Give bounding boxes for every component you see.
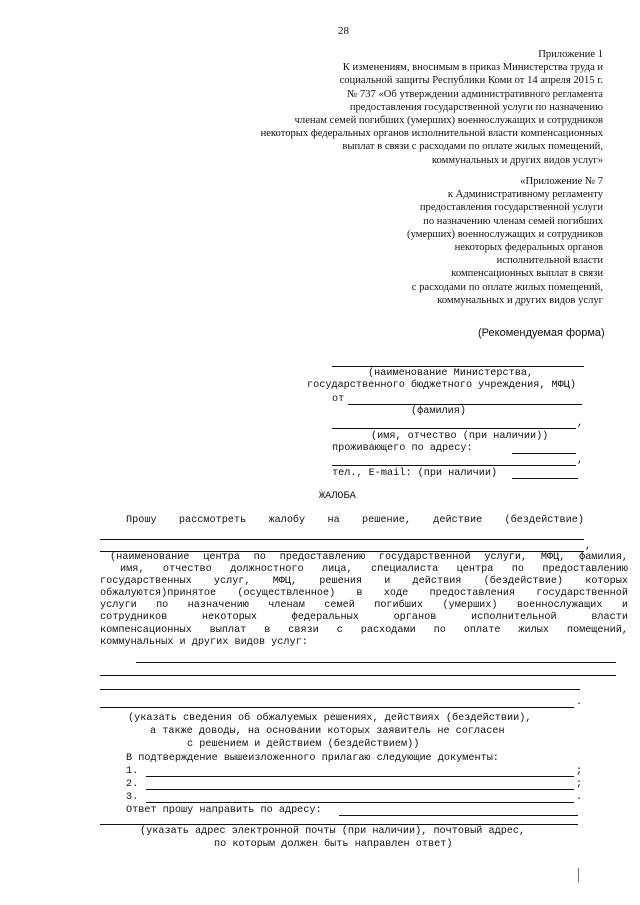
residing-label: проживающего по адресу:: [332, 443, 473, 454]
reply-label: Ответ прошу направить по адресу:: [126, 805, 322, 816]
request-text: Прошу рассмотреть жалобу на решение, действие (бездействие): [126, 515, 584, 526]
from-label: от: [332, 394, 345, 405]
address-field-line-1: [512, 453, 576, 454]
address-field-line-2: [332, 465, 576, 466]
appendix-1-title: Приложение 1: [538, 49, 603, 60]
address-comma: ,: [577, 455, 584, 466]
name-comma: ,: [577, 418, 584, 429]
request-field-line-1: [100, 539, 584, 540]
appendix-1-line: членам семей погибших (умерших) военнослужащих и сотрудников: [294, 115, 603, 127]
ministry-caption-2: государственного бюджетного учреждения, МФЦ): [307, 380, 576, 391]
appeal-field-line-2: [100, 675, 616, 676]
appeal-caption-2: а также доводы, на основании которых заявитель не согласен: [150, 726, 505, 737]
attachment-number: 1.: [126, 766, 139, 777]
appeal-period: .: [576, 697, 583, 708]
attachment-end: ;: [576, 766, 583, 777]
appendix-7-line: исполнительной власти: [496, 255, 603, 267]
body-line: компенсационных выплат в связи с расходами по оплате жилых помещений,: [100, 624, 628, 636]
body-line: обжалуются)принятое (осуществленное) в ходе предоставления государственной: [100, 588, 628, 600]
appeal-caption-3: с решением и действием (бездействием)): [187, 739, 420, 750]
recommended-form-label: (Рекомендуемая форма): [478, 327, 605, 339]
complaint-title: ЖАЛОБА: [319, 491, 356, 502]
appeal-field-line-1: [136, 662, 616, 663]
appendix-1-line: выплат в связи с расходами по оплате жилых помещений,: [342, 141, 603, 153]
appendix-7-line: компенсационных выплат в связи: [451, 268, 603, 280]
appendix-1-line: К изменениям, вносимым в приказ Министерства труда и: [342, 62, 603, 74]
attachment-field-line: [146, 802, 574, 803]
appendix-7-line: предоставления государственной услуги: [419, 202, 603, 214]
reply-field-line-2: [100, 824, 578, 825]
request-line: [126, 515, 584, 527]
surname-caption: (фамилия): [411, 406, 467, 417]
reply-field-line-1: [339, 815, 578, 816]
attachment-number: 3.: [126, 792, 139, 803]
name-caption: (имя, отчество (при наличии)): [371, 431, 549, 442]
attachment-number: 2.: [126, 779, 139, 790]
appendix-7-line: коммунальных и других видов услуг: [437, 294, 603, 306]
body-line: сотрудников некоторых федеральных органов исполнительной власти: [100, 612, 628, 624]
address-caption-1: (указать адрес электронной почты (при наличии), почтовый адрес,: [140, 826, 526, 837]
attachment-end: ;: [576, 779, 583, 790]
appendix-7-line: по назначению членам семей погибших: [423, 215, 603, 227]
appendix-1-line: некоторых федеральных органов исполнительной власти компенсационных: [260, 128, 603, 140]
ministry-field-line: [332, 366, 584, 367]
appeal-field-line-3: [100, 689, 580, 690]
attachments-intro: В подтверждение вышеизложенного прилагаю следующие документы:: [126, 753, 499, 764]
body-line: услуги по назначению членам семей погибших (умерших) военнослужащих и: [100, 600, 628, 612]
body-line: имя, отчество должностного лица, специалиста центра по предоставлению: [120, 564, 628, 576]
body-line: коммунальных и других видов услуг:: [100, 636, 308, 648]
appeal-field-line-4: [100, 707, 574, 708]
appendix-1-line: коммунальных и других видов услуг»: [431, 154, 603, 166]
address-caption-2: по которым должен быть направлен ответ): [214, 839, 453, 850]
appendix-1-line: № 737 «Об утверждении административного регламента: [347, 88, 603, 100]
appendix-1-block: [261, 48, 603, 167]
corner-mark: │: [574, 868, 583, 882]
appendix-7-block: [407, 175, 603, 307]
appendix-7-line: к Административному регламенту: [447, 189, 603, 201]
ministry-caption-1: (наименование Министерства,: [368, 368, 534, 379]
page-number: 28: [338, 25, 349, 37]
body-line: государственных услуг, МФЦ, решения и действия (бездействие) которых: [100, 576, 628, 588]
appendix-1-line: предоставления государственной услуги по назначению: [349, 101, 603, 113]
appendix-1-line: социальной защиты Республики Коми от 14 апреля 2015 г.: [339, 75, 603, 87]
attachment-field-line: [146, 776, 574, 777]
body-line: (наименование центра по предоставлению государственной услуги, МФЦ, фамилия,: [110, 552, 628, 563]
attachment-field-line: [146, 789, 574, 790]
appendix-7-line: (умерших) военнослужащих и сотрудников: [407, 228, 603, 240]
attachment-end: .: [576, 792, 583, 803]
appendix-7-line: некоторых федеральных органов: [454, 242, 603, 254]
name-field-line: [332, 428, 576, 429]
from-field-line: [348, 404, 582, 405]
phone-label: тел., E-mail: (при наличии): [332, 468, 498, 479]
phone-field-line: [512, 478, 578, 479]
appendix-7-title: «Приложение № 7: [520, 176, 603, 187]
body-paragraph: [100, 552, 628, 649]
request-comma: ,: [585, 541, 592, 552]
appendix-7-line: с расходами по оплате жилых помещений,: [411, 281, 603, 293]
appeal-caption-1: (указать сведения об обжалуемых решениях, действиях (бездействии),: [128, 713, 532, 724]
